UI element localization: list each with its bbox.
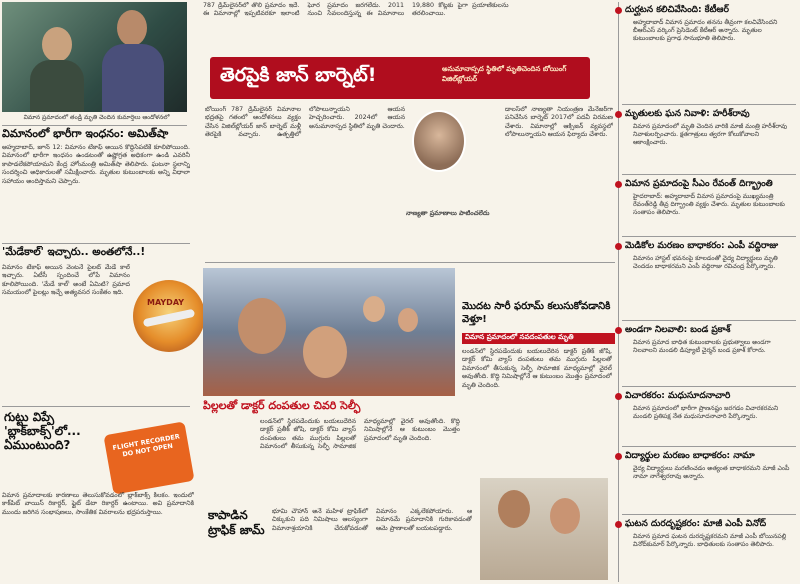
right-item-body: విమాన ప్రమాదంలో భారీగా ప్రాణనష్టం జరగడం విచారకరమని మండలి ప్రతిపక్ష నేత మధుసూదనాచారి పేర్కొన్నారు. [633, 405, 779, 421]
bullet-icon [615, 181, 622, 188]
news-photo-daughters [2, 2, 187, 112]
john-barnett-photo [412, 110, 466, 172]
right-item-harish [625, 108, 795, 148]
article-barnett-2: డాలస్‌లో నాణ్యతా నియంత్రణ మేనేజర్‌గా పనిచేసిన బార్నెట్ 2017లో పదవీ విరమణ చేశారు. విమానాల్లో ఆక్సిజన్ వ్యవస్థలో లోపాలున్నాయని ఆయన ఫిర్యాదు చేశారు. [505, 106, 613, 139]
divider [2, 125, 187, 126]
child-figure-1 [363, 296, 385, 322]
photo-caption: విమాన ప్రమాదంలో తండ్రి మృతి చెందిన కుమార్తెలు ఆందోళనలో [23, 114, 170, 121]
middle-top-text: 787 డ్రీమ్‌లైనర్‌లో తొలి ప్రమాదం ఇదే. ఈ విమానాల్లో ఇప్పటివరకూ ఇలాంటి ఘోర ప్రమాదం జరగలేదు. 2011 నుంచి సేవలందిస్తున్న ఈ విమానాలు 19,880 కోట్లకు పైగా ప్రయాణికులను తరలించాయి. [203, 2, 509, 18]
headline-amitshah: విమానంలో భారీగా ఇంధనం: అమిత్‌షా [2, 127, 169, 140]
divider [622, 104, 796, 105]
divider [622, 446, 796, 447]
divider [622, 236, 796, 237]
bullet-icon [615, 7, 622, 14]
article-blackbox: విమాన ప్రమాదాలకు కారణాలు తెలుసుకోవడంలో బ్లాక్‌బాక్స్ కీలకం. ఇందులో కాక్‌పిట్ వాయిస్ రికార్డర్, ఫ్లైట్ డేటా రికార్డర్ ఉంటాయి. అవి ప్రమాదానికి ముందు జరిగిన సంభాషణలు, సాంకేతిక వివరాలను భద్రపరుస్తాయి. [2, 492, 194, 516]
divider [618, 2, 619, 582]
right-item-head: విచారకరం: మధుసూదనాచారి [625, 391, 731, 401]
right-item-vaddiraju [625, 240, 795, 271]
right-item-head: మృతులకు ఘన నివాళి: హరీశ్‌రావు [625, 109, 750, 119]
bullet-icon [615, 453, 622, 460]
headline-mayday: 'మేడేకాల్' ఇచ్చారు.. అంతలోనే..! [2, 246, 146, 258]
quote-caption: నాణ్యతా ప్రమాణాలు పాటించలేదు [406, 210, 490, 217]
mayday-label: MAYDAY [147, 298, 185, 307]
right-item-vinod [625, 518, 795, 549]
right-item-head: మెడికోల మరణం బాధాకరం: ఎంపీ వద్దిరాజు [625, 241, 779, 251]
right-item-nama [625, 450, 795, 481]
right-item-body: హైదరాబాద్: అహ్మదాబాద్ విమాన ప్రమాదంపై ముఖ్యమంత్రి రేవంత్‌రెడ్డి తీవ్ర దిగ్భ్రాంతి వ్యక్తం చేశారు. మృతుల కుటుంబాలకు సంతాపం తెలిపారు. [633, 193, 785, 217]
right-item-head: విద్యార్థుల మరణం బాధాకరం: నామా [625, 451, 755, 461]
right-item-body: అహ్మదాబాద్ విమాన ప్రమాదం తనను తీవ్రంగా కలచివేసిందని బీఆర్ఎస్ వర్కింగ్ ప్రెసిడెంట్ కేటీఆర్ అన్నారు. మృతుల కుటుంబాలకు ప్రగాఢ సానుభూతి తెలిపారు. [633, 19, 778, 43]
right-item-body: వైద్య విద్యార్థులు మరణించడం అత్యంత బాధాకరమని మాజీ ఎంపీ నామా నాగేశ్వరరావు అన్నారు. [633, 465, 790, 481]
child-figure-2 [398, 308, 418, 332]
divider [2, 243, 190, 244]
bullet-icon [615, 243, 622, 250]
couple-photo [480, 478, 608, 580]
bullet-icon [615, 111, 622, 118]
divider [2, 406, 190, 407]
article-barnett-1: బోయింగ్ 787 డ్రీమ్‌లైనర్ విమానాల భద్రతపై గతంలో ఆందోళనలు వ్యక్తం చేసిన విజిల్‌బ్లోయర్ జాన్ బార్నెట్ మళ్లీ తెరపైకి వచ్చారు. ఉత్పత్తిలో లోపాలున్నాయని ఆయన హెచ్చరించారు. 2024లో ఆయన అనుమానాస్పద స్థితిలో మృతి చెందారు. [205, 106, 405, 139]
right-item-banda [625, 324, 795, 355]
right-item-head: అండగా నిలవాలి: బండ ప్రకాశ్ [625, 325, 731, 335]
bullet-icon [615, 327, 622, 334]
selfie-photo [203, 268, 455, 396]
person-figure-2 [117, 10, 147, 46]
person-figure-1-body [30, 60, 84, 112]
recorder-label: FLIGHT RECORDER DO NOT OPEN [112, 432, 181, 459]
article-amitshah: అహ్మదాబాద్, జూన్ 12: విమానం టేకాఫ్ అయిన కొద్దిసేపటికే కూలిపోయింది. విమానంలో భారీగా ఇంధనం ఉండటంతో ఉష్ణోగ్రత అధికంగా ఉండి ఎవరినీ కాపాడలేకపోయామని కేంద్ర హోంమంత్రి అమిత్‌షా తెలిపారు. ఘటనా స్థలాన్ని సందర్శించి అధికారులతో సమీక్షించారు. మృతుల కుటుంబాలకు అన్ని విధాలా సహాయం అందిస్తామని చెప్పారు. [2, 144, 190, 185]
person-figure-doctor-2 [303, 326, 347, 378]
right-item-body: విమాన ప్రమాద ఘటన దురదృష్టకరమని మాజీ ఎంపీ బోయినపల్లి వినోద్‌కుమార్ పేర్కొన్నారు. బాధితులకు సంతాపం తెలిపారు. [633, 533, 787, 549]
flight-recorder-graphic [103, 421, 194, 494]
bullet-icon [615, 521, 622, 528]
banner-subtitle: అనుమానాస్పద స్థితిలో మృతిచెందిన బోయింగ్ విజిల్‌బ్లోయర్ [442, 65, 567, 83]
headline-sorry: మొదట సారీ ఫరూమ్ కలుసుకోవడానికి వెళ్తూ! [462, 301, 611, 325]
divider [622, 174, 796, 175]
right-item-body: విమానం హాస్టల్ భవనంపై కూలడంతో వైద్య విద్యార్థులు మృతి చెందడం బాధాకరమని ఎంపీ వద్దిరాజు రవిచంద్ర పేర్కొన్నారు. [633, 255, 778, 271]
mayday-graphic [133, 280, 205, 352]
right-item-head: విమాన ప్రమాదంపై సీఎం రేవంత్ దిగ్భ్రాంతి [625, 179, 773, 189]
person-figure-1 [42, 27, 72, 62]
airplane-icon [143, 309, 196, 328]
right-item-ktr [625, 4, 795, 44]
person-figure-2-body [102, 44, 164, 112]
right-item-body: విమాన ప్రమాద బాధిత కుటుంబాలకు ప్రభుత్వాలు అండగా నిలవాలని మండలి డిప్యూటీ చైర్మన్ బండ ప్రకాశ్ కోరారు. [633, 339, 771, 355]
divider [622, 320, 796, 321]
headline-traffic: కాపాడిన ట్రాఫిక్ జామ్ [208, 508, 265, 537]
right-item-body: విమాన ప్రమాదంలో మృతి చెందిన వారికి మాజీ మంత్రి హరీశ్‌రావు నివాళులర్పించారు. క్షతగాత్రులు త్వరగా కోలుకోవాలని ఆకాంక్షించారు. [633, 123, 788, 147]
right-item-head: దుర్ఘటన కలిచివేసింది: కేటీఆర్ [625, 5, 729, 15]
headline-blackbox: గుట్టు విప్పే 'బ్లాక్‌బాక్స్'లో... ఏముంటుంది? [4, 410, 81, 452]
right-item-cm [625, 178, 795, 218]
article-sorry-text: లండన్‌లో స్థిరపడేందుకు బయలుదేరిన డాక్టర్ ప్రతీక్ జోషి, డాక్టర్ కోమి వ్యాస్ దంపతులు తమ ముగ్గురు పిల్లలతో విమానంలో తీసుకున్న సెల్ఫీ సామాజిక మాధ్యమాల్లో వైరల్ అవుతోంది. కొద్ది నిమిషాల్లోనే ఆ కుటుంబం మొత్తం ప్రమాదంలో మృతి చెందింది. [462, 348, 612, 389]
divider [622, 386, 796, 387]
article-mayday: విమానం టేకాఫ్ అయిన వెంటనే పైలట్ మేడే కాల్ ఇచ్చారు. ఏటీసీ స్పందించే లోపే విమానం కూలిపోయింది. 'మేడే కాల్' అంటే ఏమిటి? ప్రమాద సమయంలో పైలట్లు ఇచ్చే అత్యవసర సంకేతం ఇది. [2, 264, 130, 297]
article-traffic: భూమి చౌహాన్ అనే మహిళ ట్రాఫిక్‌లో చిక్కుకుని పది నిమిషాలు ఆలస్యంగా విమానాశ్రయానికి చేరుకోవడంతో విమానం ఎక్కలేకపోయారు. ఆ విమానమే ప్రమాదానికి గురికావడంతో ఆమె ప్రాణాలతో బయటపడ్డారు. [272, 508, 472, 532]
person-figure-groom [498, 490, 530, 528]
person-figure-doctor-1 [238, 298, 286, 354]
right-item-madhusudana [625, 390, 795, 421]
headline-selfie: పిల్లలతో డాక్టర్ దంపతుల చివరి సెల్ఫీ [203, 399, 361, 412]
article-sorry [462, 348, 612, 460]
bullet-icon [615, 393, 622, 400]
right-item-head: ఘటన దురదృష్టకరం: మాజీ ఎంపీ వినోద్ [625, 519, 767, 529]
article-selfie: లండన్‌లో స్థిరపడేందుకు బయలుదేరిన డాక్టర్ ప్రతీక్ జోషి, డాక్టర్ కోమి వ్యాస్ దంపతులు తమ ముగ్గురు పిల్లలతో విమానంలో తీసుకున్న సెల్ఫీ సామాజిక మాధ్యమాల్లో వైరల్ అవుతోంది. కొద్ది నిమిషాల్లోనే ఆ కుటుంబం మొత్తం ప్రమాదంలో మృతి చెందింది. [260, 418, 460, 451]
banner-title: తెరపైకి జాన్ బార్నెట్! [220, 64, 377, 86]
divider [205, 262, 615, 263]
kicker-sorry: విమాన ప్రమాదంలో నవదంపతుల మృతి [462, 333, 615, 344]
person-figure-bride [550, 498, 580, 534]
banner-john-barnett [210, 57, 590, 99]
divider [622, 514, 796, 515]
